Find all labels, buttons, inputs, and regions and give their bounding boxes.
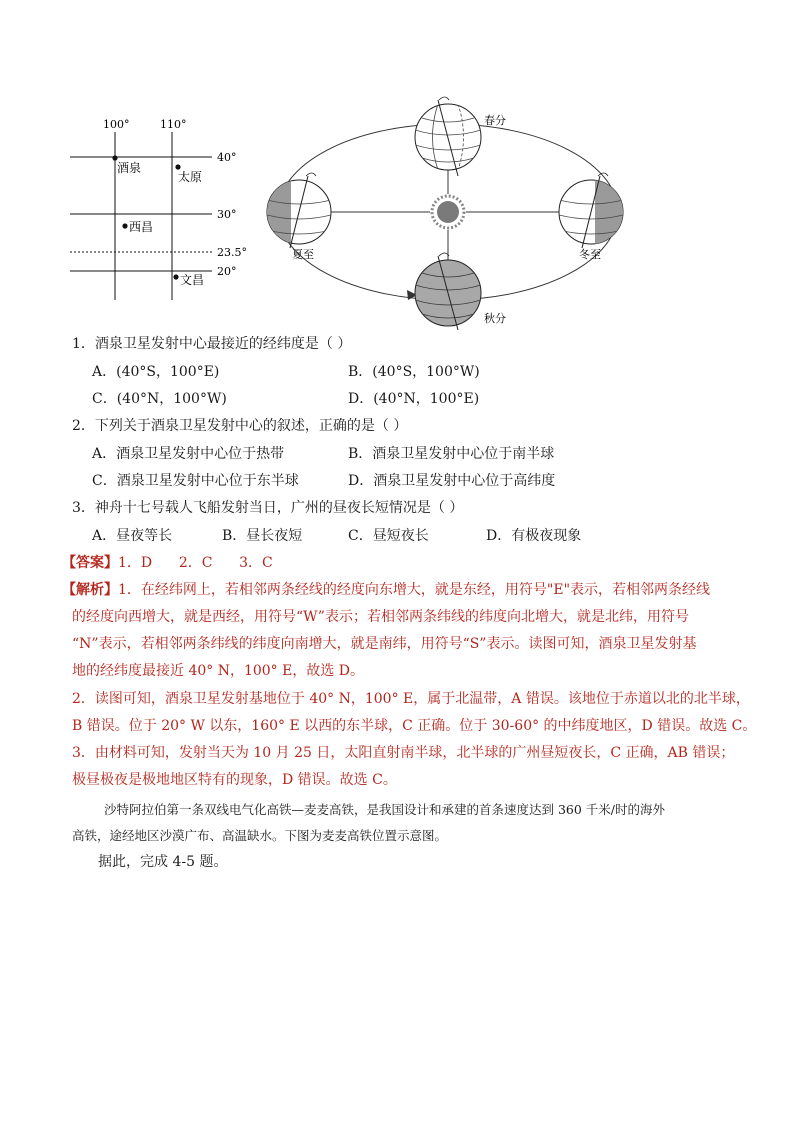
analysis-line-1 xyxy=(62,580,710,600)
wenchang-dot xyxy=(173,274,178,279)
xichang-dot xyxy=(122,223,127,228)
earth-spring-icon xyxy=(415,97,481,176)
q3-option-c: C．昼短夜长 xyxy=(348,528,429,544)
q3-option-b: B．昼长夜短 xyxy=(222,528,303,544)
city-wenchang: 文昌 xyxy=(180,273,205,287)
lat-20-label: 20° xyxy=(217,265,237,278)
analysis-line-3: “N”表示，若相邻两条纬线的纬度向南增大，就是南纬，用符号“S”表示。读图可知，酒泉卫星发射基 xyxy=(72,636,697,652)
analysis-line-8: 极昼极夜是极地地区特有的现象，D 错误。故选 C。 xyxy=(72,772,397,788)
q1-option-b: B．(40°S，100°W) xyxy=(348,364,480,380)
label-autumn: 秋分 xyxy=(484,312,506,325)
earth-autumn-icon xyxy=(415,253,481,330)
label-summer: 夏至 xyxy=(292,248,314,261)
q3-option-a: A．昼夜等长 xyxy=(92,528,173,544)
question-3-stem: 3．神舟十七号载人飞船发射当日，广州的昼夜长短情况是（ ） xyxy=(72,500,464,516)
answer-label: 【答案】 xyxy=(62,555,118,571)
q2-option-d: D．酒泉卫星发射中心位于高纬度 xyxy=(348,473,556,489)
q1-option-a: A．(40°S，100°E) xyxy=(92,364,220,380)
sun-icon xyxy=(432,196,464,228)
question-1-stem: 1．酒泉卫星发射中心最接近的经纬度是（ ） xyxy=(72,336,352,352)
analysis-line-2: 的经度向西增大，就是西经，用符号“W”表示；若相邻两条纬线的纬度向北增大，就是北纬，用符号 xyxy=(72,609,689,625)
earth-summer-icon xyxy=(267,173,331,248)
taiyuan-dot xyxy=(175,164,180,169)
city-taiyuan: 太原 xyxy=(178,170,203,184)
analysis-label: 【解析】 xyxy=(62,582,118,598)
lon-110-label: 110° xyxy=(160,118,187,131)
q1-option-c: C．(40°N，100°W) xyxy=(92,391,227,407)
analysis-line-7: 3．由材料可知，发射当天为 10 月 25 日，太阳直射南半球，北半球的广州昼短夜长，C 正确，AB 错误； xyxy=(72,745,735,761)
city-xichang: 西昌 xyxy=(129,220,154,234)
earth-orbit-diagram xyxy=(262,90,634,330)
lat-235-label: 23.5° xyxy=(217,246,247,259)
analysis-line-4: 地的经纬度最接近 40° N，100° E，故选 D。 xyxy=(72,663,365,679)
material-line-3: 据此，完成 4-5 题。 xyxy=(98,854,228,870)
answer-text: 1．D 2．C 3．C xyxy=(118,555,273,571)
q2-option-b: B．酒泉卫星发射中心位于南半球 xyxy=(348,446,555,462)
q1-option-d: D．(40°N，100°E) xyxy=(348,391,480,407)
q2-option-a: A．酒泉卫星发射中心位于热带 xyxy=(92,446,285,462)
lat-30-label: 30° xyxy=(217,208,237,221)
analysis-line-6: B 错误。位于 20° W 以东，160° E 以西的东半球，C 正确。位于 30-60° 的中纬度地区，D 错误。故选 C。 xyxy=(72,718,757,734)
q3-option-d: D．有极夜现象 xyxy=(486,528,582,544)
analysis-text-1: 1．在经纬网上，若相邻两条经线的经度向东增大，就是东经，用符号"E"表示，若相邻两条经线 xyxy=(118,582,711,598)
city-jiuquan: 酒泉 xyxy=(117,161,142,175)
jiuquan-dot xyxy=(112,155,117,160)
material-line-1: 沙特阿拉伯第一条双线电气化高铁—麦麦高铁，是我国设计和承建的首条速度达到 360 千米/时的海外 xyxy=(104,802,666,817)
lat-lon-grid-map xyxy=(70,112,260,307)
material-line-2: 高铁，途经地区沙漠广布、高温缺水。下图为麦麦高铁位置示意图。 xyxy=(72,828,448,843)
answer-line xyxy=(62,553,273,573)
question-2-stem: 2．下列关于酒泉卫星发射中心的叙述，正确的是（ ） xyxy=(72,418,408,434)
label-winter: 冬至 xyxy=(579,248,601,261)
label-spring: 春分 xyxy=(484,114,506,127)
lon-100-label: 100° xyxy=(103,118,130,131)
q2-option-c: C．酒泉卫星发射中心位于东半球 xyxy=(92,473,299,489)
earth-winter-icon xyxy=(559,173,625,248)
analysis-line-5: 2．读图可知，酒泉卫星发射基地位于 40° N，100° E，属于北温带，A 错误。该地位于赤道以北的北半球， xyxy=(72,691,750,707)
lat-40-label: 40° xyxy=(217,151,237,164)
